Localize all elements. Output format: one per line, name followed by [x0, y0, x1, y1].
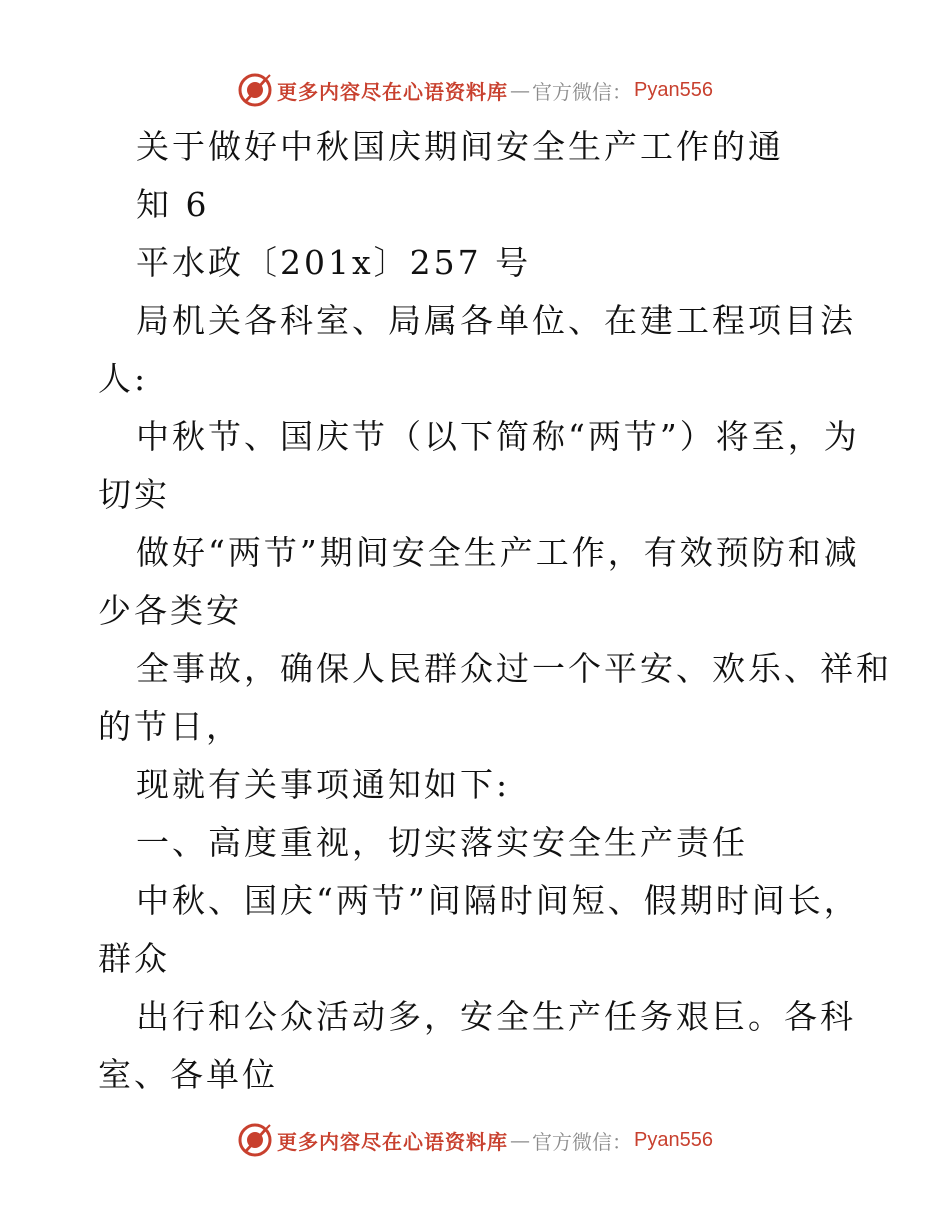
watermark-banner-top — [0, 70, 950, 110]
document-line: 平水政〔201x〕257 号 — [136, 243, 532, 282]
document-line: 的节日， — [98, 707, 242, 746]
document-line: 少各类安 — [98, 591, 242, 630]
watermark-wechat-id: Pyan556 — [634, 1128, 713, 1151]
watermark-label: 官方微信： — [532, 79, 633, 104]
document-line: 出行和公众活动多，安全生产任务艰巨。各科 — [136, 997, 856, 1036]
watermark-wechat-id: Pyan556 — [634, 78, 713, 101]
document-line: 全事故，确保人民群众过一个平安、欢乐、祥和 — [136, 649, 892, 688]
watermark-banner-bottom — [0, 1120, 950, 1160]
watermark-separator: — — [510, 78, 531, 102]
watermark-brand-text: 更多内容尽在心语资料库 — [277, 1129, 509, 1154]
document-line: 做好“两节”期间安全生产工作，有效预防和减 — [136, 533, 860, 572]
document-line: 中秋节、国庆节（以下简称“两节”）将至，为 — [136, 417, 860, 456]
document-line: 关于做好中秋国庆期间安全生产工作的通 — [136, 127, 784, 166]
document-line: 室、各单位 — [98, 1055, 278, 1094]
document-body — [98, 118, 892, 1104]
document-line: 局机关各科室、局属各单位、在建工程项目法 — [136, 301, 856, 340]
watermark-label: 官方微信： — [532, 1129, 633, 1154]
watermark-separator: — — [510, 1128, 531, 1152]
document-line: 一、高度重视，切实落实安全生产责任 — [136, 823, 748, 862]
document-line: 现就有关事项通知如下: — [136, 765, 511, 804]
document-line: 切实 — [98, 475, 170, 514]
document-line: 人: — [98, 359, 149, 398]
watermark-brand-text: 更多内容尽在心语资料库 — [277, 79, 509, 104]
document-line: 中秋、国庆“两节”间隔时间短、假期时间长， — [136, 881, 860, 920]
document-line: 群众 — [98, 939, 170, 978]
quill-logo-icon — [237, 72, 273, 108]
quill-logo-icon — [237, 1122, 273, 1158]
document-line: 知 6 — [136, 185, 210, 224]
